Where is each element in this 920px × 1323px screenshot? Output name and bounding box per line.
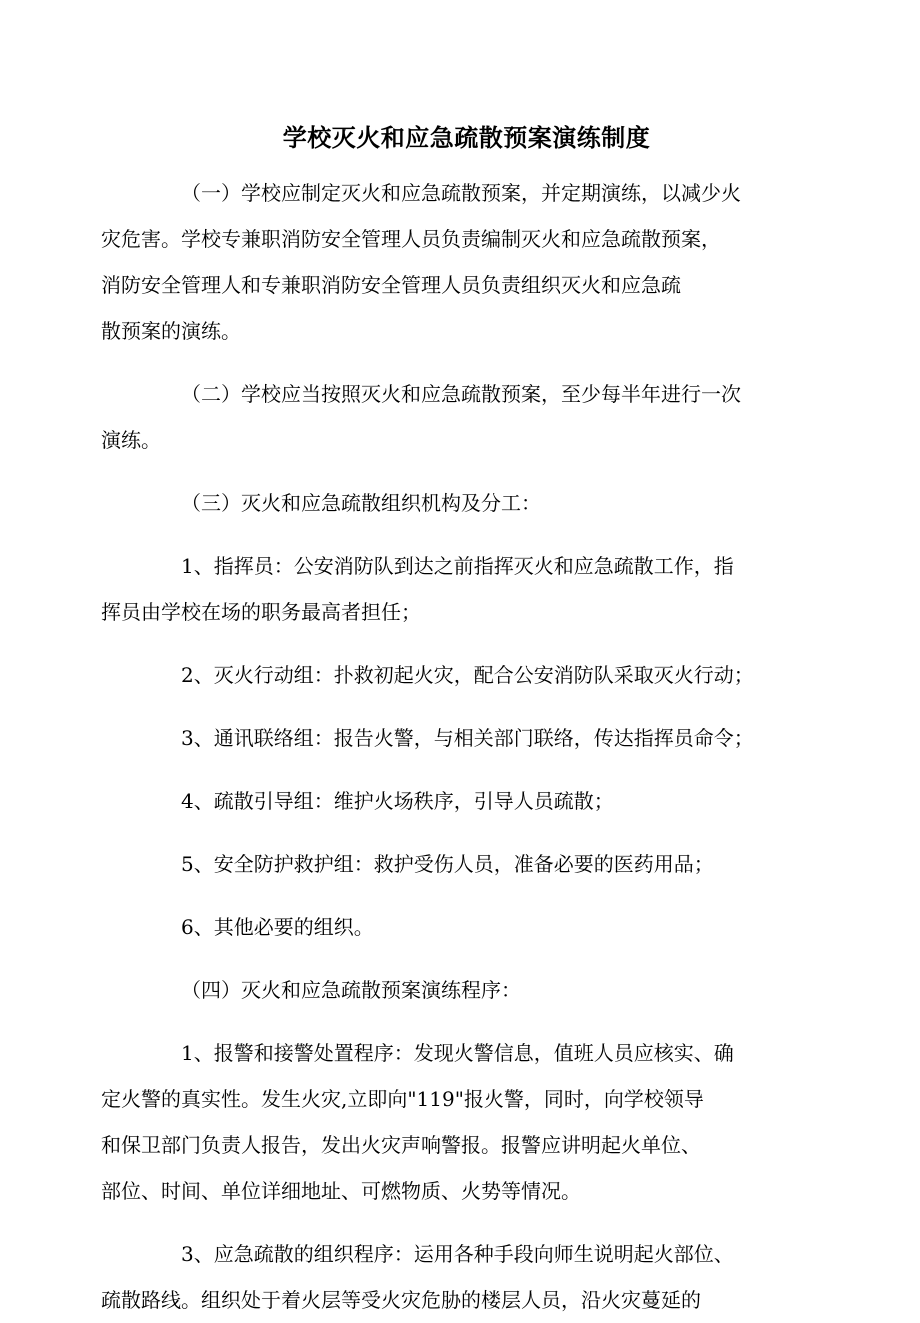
paragraph <box>101 170 782 354</box>
paragraph-line: 1、指挥员：公安消防队到达之前指挥灭火和应急疏散工作，指 <box>181 554 734 578</box>
paragraph-line: 6、其他必要的组织。 <box>181 915 374 939</box>
paragraph <box>141 715 782 761</box>
paragraph-line: 灾危害。学校专兼职消防安全管理人员负责编制灭火和应急疏散预案， <box>101 227 721 251</box>
paragraph-line: （四）灭火和应急疏散预案演练程序： <box>181 978 521 1002</box>
paragraph-line: 1、报警和接警处置程序：发现火警信息，值班人员应核实、确 <box>181 1041 734 1065</box>
paragraph <box>101 1030 782 1214</box>
paragraph <box>101 371 782 463</box>
paragraph-line: 消防安全管理人和专兼职消防安全管理人员负责组织灭火和应急疏 <box>101 273 681 297</box>
paragraph <box>141 652 782 698</box>
paragraph-line: （二）学校应当按照灭火和应急疏散预案，至少每半年进行一次 <box>181 382 741 406</box>
paragraph <box>141 480 782 526</box>
paragraph <box>141 841 782 887</box>
paragraph <box>101 1231 782 1323</box>
paragraph <box>141 967 782 1013</box>
paragraph-line: 疏散路线。组织处于着火层等受火灾危胁的楼层人员，沿火灾蔓延的 <box>101 1288 701 1312</box>
paragraph <box>141 904 782 950</box>
paragraph-line: 定火警的真实性。发生火灾,立即向"119"报火警，同时，向学校领导 <box>101 1087 704 1111</box>
paragraph-line: （一）学校应制定灭火和应急疏散预案，并定期演练，以减少火 <box>181 181 741 205</box>
paragraph <box>141 778 782 824</box>
paragraph-line: 挥员由学校在场的职务最高者担任； <box>101 600 421 624</box>
paragraph-line: 4、疏散引导组：维护火场秩序，引导人员疏散； <box>181 789 614 813</box>
paragraph-line: 3、应急疏散的组织程序：运用各种手段向师生说明起火部位、 <box>181 1242 734 1266</box>
paragraph-line: 部位、时间、单位详细地址、可燃物质、火势等情况。 <box>101 1179 581 1203</box>
document-body <box>101 170 782 1323</box>
paragraph <box>101 543 782 635</box>
paragraph-line: 2、灭火行动组：扑救初起火灾，配合公安消防队采取灭火行动； <box>181 663 754 687</box>
paragraph-line: 5、安全防护救护组：救护受伤人员，准备必要的医药用品； <box>181 852 714 876</box>
paragraph-line: 散预案的演练。 <box>101 319 241 343</box>
paragraph-line: 3、通讯联络组：报告火警，与相关部门联络，传达指挥员命令； <box>181 726 754 750</box>
paragraph-line: 和保卫部门负责人报告，发出火灾声响警报。报警应讲明起火单位、 <box>101 1133 701 1157</box>
paragraph-line: （三）灭火和应急疏散组织机构及分工： <box>181 491 541 515</box>
document-title: 学校灭火和应急疏散预案演练制度 <box>282 123 651 152</box>
paragraph-line: 演练。 <box>101 428 161 452</box>
